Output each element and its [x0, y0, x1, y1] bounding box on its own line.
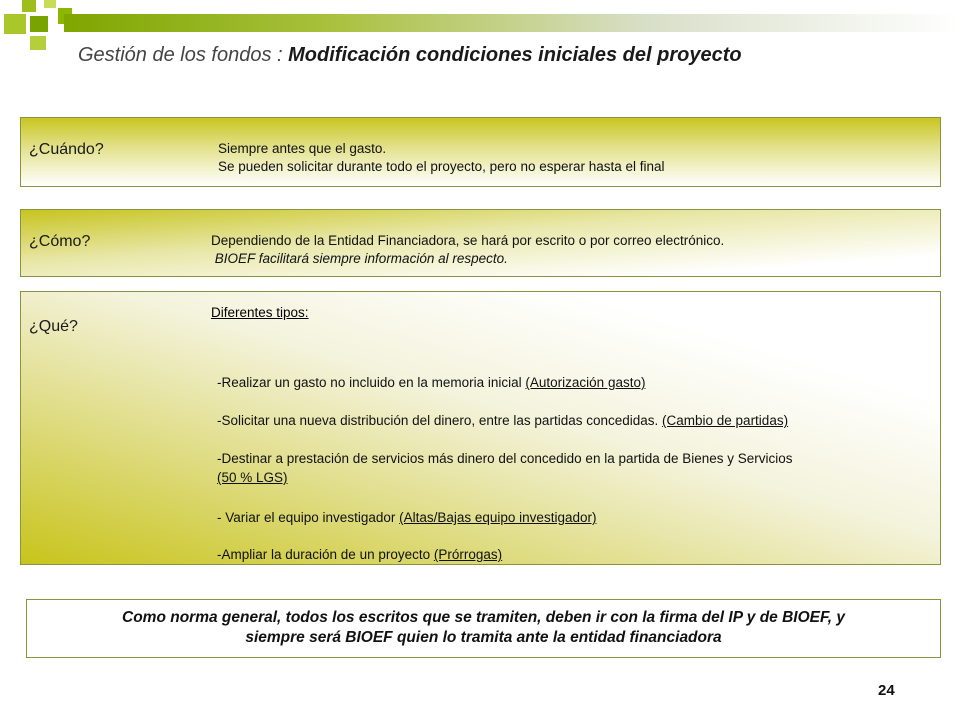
item-tag: (Altas/Bajas equipo investigador): [399, 510, 597, 525]
when-section: [20, 117, 941, 187]
what-label: ¿Qué?: [29, 318, 78, 335]
item-text: -Realizar un gasto no incluido en la memoria inicial: [217, 375, 526, 390]
logo-square: [22, 0, 36, 12]
when-line-2: Se pueden solicitar durante todo el proyecto, pero no esperar hasta el final: [218, 159, 665, 174]
item-text: - Variar el equipo investigador: [217, 510, 400, 525]
what-item-3: [217, 449, 793, 487]
title-emphasis: Modificación condiciones iniciales del proyecto: [288, 44, 742, 66]
when-label: ¿Cuándo?: [29, 141, 104, 158]
when-text: [218, 140, 665, 176]
title-prefix: Gestión de los fondos :: [78, 44, 289, 66]
general-rule-note: [26, 599, 941, 658]
logo-square: [30, 36, 46, 50]
what-intro: Diferentes tipos:: [211, 305, 309, 320]
when-line-1: Siempre antes que el gasto.: [218, 141, 387, 156]
page-number: 24: [878, 682, 895, 699]
item-tag: (Cambio de partidas): [662, 413, 789, 428]
logo-square: [30, 16, 48, 32]
logo-square: [44, 0, 56, 8]
what-item-5: [217, 545, 502, 564]
item-tag: (Prórrogas): [433, 547, 503, 562]
header-gradient-bar: [64, 14, 960, 32]
item-text: -Destinar a prestación de servicios más dinero del concedido en la partida de Bienes y Servicios: [217, 451, 793, 466]
what-section: [20, 291, 941, 565]
how-line-1: Dependiendo de la Entidad Financiadora, se hará por escrito o por correo electrónico.: [211, 233, 725, 248]
what-item-4: [217, 508, 596, 527]
what-item-1: [217, 373, 645, 392]
item-tag: (Autorización gasto): [525, 375, 646, 390]
slide-title: [78, 44, 742, 67]
how-line-2: BIOEF facilitará siempre información al respecto.: [211, 251, 508, 266]
how-label: ¿Cómo?: [29, 233, 91, 250]
item-text: -Ampliar la duración de un proyecto: [217, 547, 434, 562]
logo-square: [4, 14, 26, 34]
footer-line-2: siempre será BIOEF quien lo tramita ante la entidad financiadora: [245, 629, 722, 646]
how-text: [211, 232, 724, 268]
what-item-2: [217, 411, 788, 430]
item-tag: (50 % LGS): [217, 470, 288, 485]
footer-line-1: Como norma general, todos los escritos que se tramiten, deben ir con la firma del IP y de BIOEF, y: [122, 609, 845, 626]
item-text: -Solicitar una nueva distribución del dinero, entre las partidas concedidas.: [217, 413, 663, 428]
how-section: [20, 209, 941, 277]
